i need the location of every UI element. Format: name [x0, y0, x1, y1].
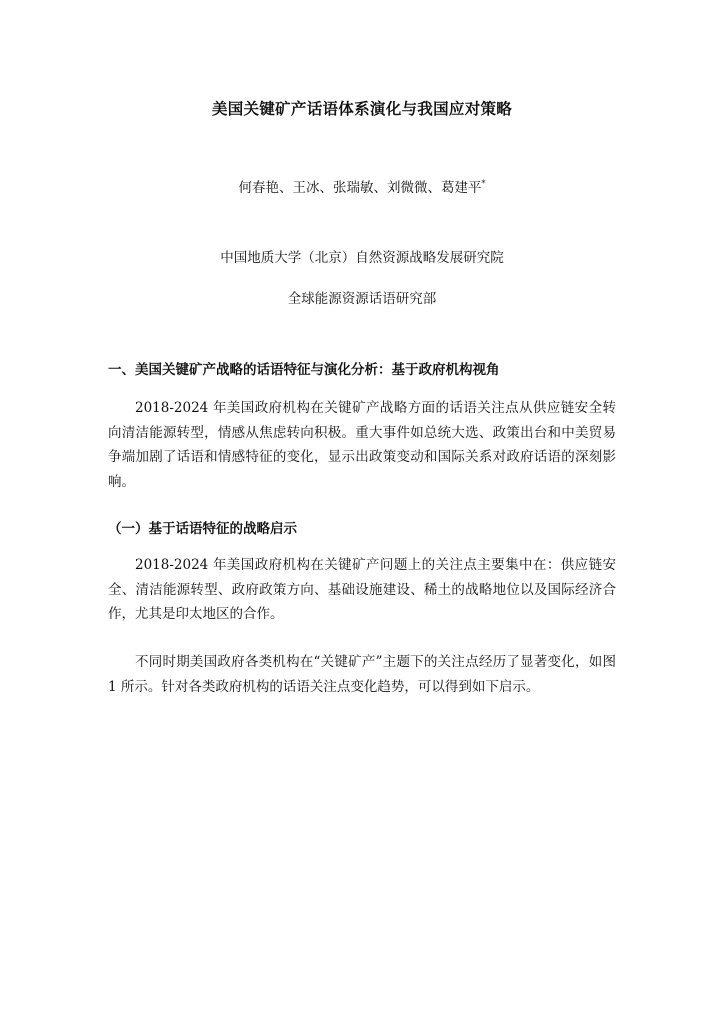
paper-title: 美国关键矿产话语体系演化与我国应对策略 [211, 100, 513, 118]
affiliation-department: 全球能源资源话语研究部 [287, 291, 437, 307]
author-names: 何春艳、王冰、张瑞敏、刘微微、葛建平 [238, 180, 482, 196]
section-paragraph: 2018-2024 年美国政府机构在关键矿产战略方面的话语关注点从供应链安全转向清洁能源转型，情感从焦虑转向积极。重大事件如总统大选、政策出台和中美贸易争端加剧了话语和情感特征的变化，显示出政策变动和国际关系对政府话语的深刻影响。 [108, 400, 616, 490]
subsection-heading: （一）基于话语特征的战略启示 [108, 521, 297, 537]
corresponding-author-mark: * [481, 179, 486, 188]
subsection-paragraph-2: 不同时期美国政府各类机构在“关键矿产”主题下的关注点经历了显著变化，如图 1 所示。针对各类政府机构的话语关注点变化趋势，可以得到如下启示。 [108, 654, 616, 695]
author-list [0, 176, 724, 196]
affiliation-institute: 中国地质大学（北京）自然资源战略发展研究院 [220, 250, 504, 266]
subsection-paragraph-1: 2018-2024 年美国政府机构在关键矿产问题上的关注点主要集中在：供应链安全、清洁能源转型、政府政策方向、基础设施建设、稀土的战略地位以及国际经济合作，尤其是印太地区的合作。 [108, 557, 616, 622]
section-heading: 一、美国关键矿产战略的话语特征与演化分析：基于政府机构视角 [108, 362, 500, 378]
